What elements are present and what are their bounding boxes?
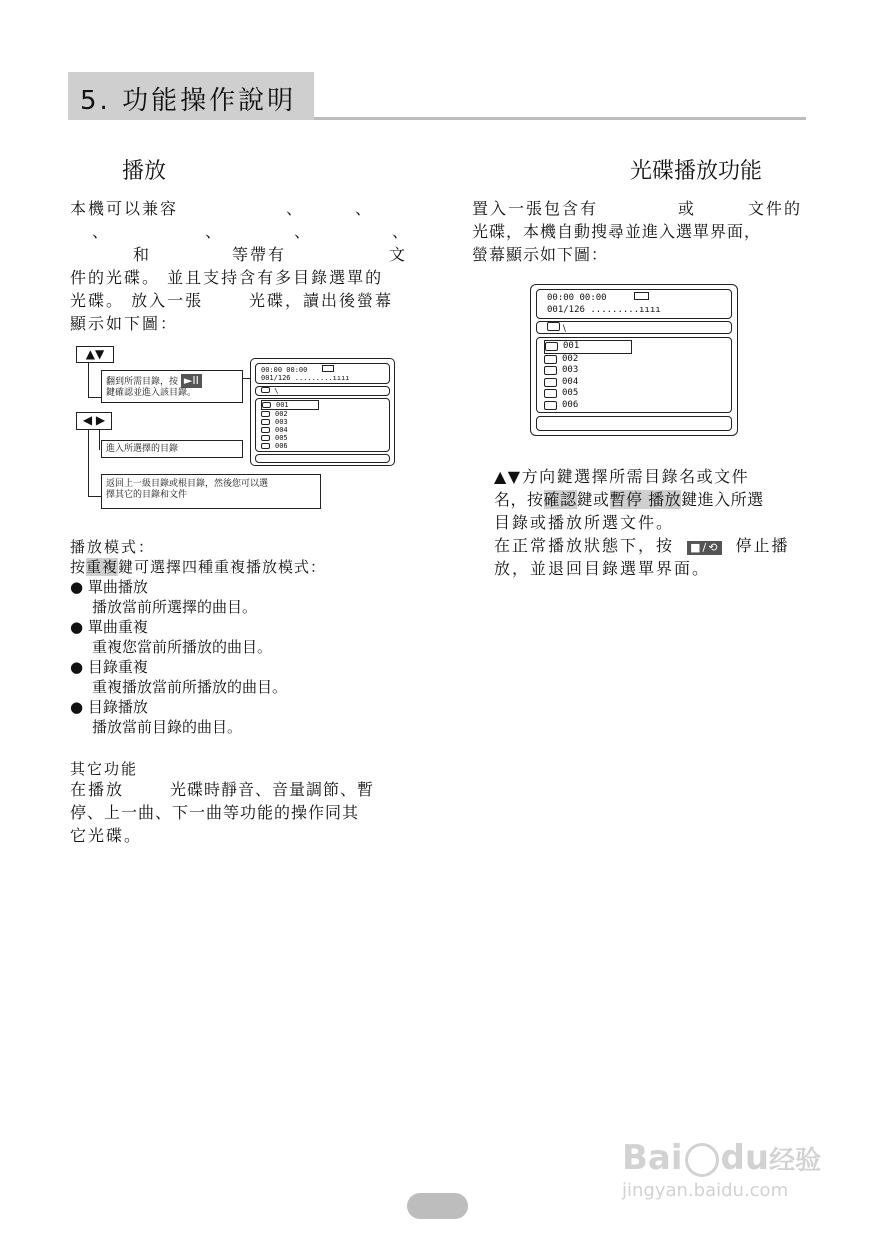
screen-folder-list — [255, 398, 390, 452]
mode-item: ● 目錄重複 — [70, 658, 148, 676]
folder-icon — [544, 355, 557, 364]
mode-desc: 重複您當前所播放的曲目。 — [92, 638, 273, 656]
screen-preview-small — [250, 358, 395, 466]
screen-time: 00:00 00:00 — [261, 365, 384, 374]
folder-item: 005 — [544, 388, 724, 400]
back-desc-2: 擇其它的目錄和文件 — [106, 490, 188, 500]
screen-status-bar — [255, 363, 390, 384]
other-title: 其它功能 — [70, 760, 139, 778]
folder-item: 003 — [544, 365, 724, 377]
intro-line-5a: 光碟。 放入一張 — [70, 291, 204, 310]
confirm-key: 確認 — [543, 490, 577, 509]
nav-line-3: 目錄或播放所選文件。 — [494, 513, 675, 532]
intro-and: 和 — [133, 245, 152, 264]
folder-icon — [544, 389, 557, 398]
intro-wen: 文 — [389, 245, 408, 264]
mode-item: ● 目錄播放 — [70, 698, 148, 716]
screen-footer-bar — [536, 416, 732, 431]
mode-desc: 重複播放當前所播放的曲目。 — [92, 678, 288, 696]
folder-item: 004 — [544, 377, 724, 389]
connector-line — [243, 378, 250, 379]
right-intro-1b: 或 — [678, 199, 697, 218]
folder-icon — [544, 366, 557, 375]
intro-line-6: 顯示如下圖： — [70, 314, 179, 333]
updown-key: ▲▼ — [76, 346, 114, 363]
right-intro-1c: 文件的 — [748, 199, 803, 218]
intro-with: 等帶有 — [232, 245, 287, 264]
connector-line — [88, 430, 89, 496]
right-heading: 光碟播放功能 — [630, 159, 763, 184]
intro-line-4: 件的光碟。 並且支持含有多目錄選單的 — [70, 268, 384, 287]
other-line-1b: 光碟時靜音、音量調節、暫 — [170, 780, 375, 799]
folder-item: 006 — [544, 400, 724, 412]
updown-desc-2: 鍵確認並進入該目錄。 — [106, 388, 197, 398]
other-line-1a: 在播放 — [70, 780, 125, 799]
folder-icon — [261, 435, 270, 441]
enter-desc-box — [101, 440, 243, 458]
folder-item-selected: 001 — [544, 340, 632, 354]
back-desc-1: 返回上一級目錄或根目錄，然後您可以選 — [106, 479, 269, 489]
intro-sep: 、 — [392, 222, 411, 241]
play-pause-key-icon: ►II — [181, 374, 202, 388]
folder-item: 005 — [261, 434, 384, 442]
intro-line-1: 本機可以兼容 — [70, 199, 179, 218]
screen-preview — [530, 284, 738, 436]
folder-icon — [261, 387, 270, 393]
folder-item: 002 — [261, 410, 384, 418]
intro-sep: 、 — [205, 222, 224, 241]
folder-item: 003 — [261, 418, 384, 426]
screen-path-bar: \ — [255, 386, 390, 396]
folder-icon — [262, 402, 271, 408]
stop-return-key-icon: ■/⟲ — [687, 541, 722, 555]
screen-folder-list — [536, 337, 732, 413]
intro-sep: 、 — [294, 222, 313, 241]
folder-item: 006 — [261, 442, 384, 450]
left-heading: 播放 — [122, 159, 167, 184]
other-line-2: 停、上一曲、下一曲等功能的操作同其 — [70, 803, 360, 822]
enter-desc: 進入所選擇的目錄 — [106, 444, 179, 454]
stop-line-1: 在正常播放狀態下，按 ■/⟲ 停止播 — [494, 536, 790, 555]
folder-item: 002 — [544, 354, 724, 366]
folder-icon — [261, 411, 270, 417]
screen-track: 001/126 .........ıııı — [547, 305, 661, 315]
battery-icon — [634, 292, 649, 300]
screen-path-bar: \ — [536, 321, 732, 334]
intro-sep: 、 — [286, 199, 305, 218]
connector-line — [99, 430, 100, 450]
play-mode-desc: 按重複鍵可選擇四種重複播放模式： — [70, 558, 327, 576]
updown-desc: 翻到所需目錄，按 — [106, 377, 179, 387]
nav-line-2: 名，按確認鍵或暫停 播放鍵進入所選 — [494, 490, 764, 509]
play-mode-list — [70, 577, 287, 737]
page-number-pill — [407, 1193, 468, 1219]
section-title: 5. 功能操作說明 — [80, 86, 297, 116]
intro-sep: 、 — [92, 222, 111, 241]
watermark-url: jingyan.baidu.com — [622, 1180, 789, 1201]
updown-desc-box — [101, 370, 243, 403]
folder-icon — [544, 401, 557, 410]
folder-icon — [261, 443, 270, 449]
connector-line — [88, 363, 89, 397]
screen-footer-bar — [255, 454, 390, 463]
header-rule — [314, 117, 806, 120]
mode-desc: 播放當前目錄的曲目。 — [92, 718, 243, 736]
right-intro-2: 光碟，本機自動搜尋並進入選單界面， — [472, 222, 762, 241]
connector-line — [88, 397, 101, 398]
folder-icon — [261, 419, 270, 425]
play-mode-title: 播放模式： — [70, 538, 156, 556]
mode-item: ● 單曲重複 — [70, 618, 148, 636]
screen-time: 00:00 00:00 — [547, 292, 721, 304]
connector-line — [88, 496, 101, 497]
folder-icon — [547, 322, 560, 331]
repeat-key: 重複 — [86, 558, 119, 576]
stop-line-2: 放，並退回目錄選單界面。 — [494, 559, 711, 578]
watermark-logo: Bai du经验 — [622, 1138, 822, 1178]
folder-item: 004 — [261, 426, 384, 434]
folder-icon — [545, 342, 558, 351]
right-intro-3: 螢幕顯示如下圖： — [472, 245, 609, 264]
folder-icon — [544, 378, 557, 387]
nav-line-1: ▲▼方向鍵選擇所需目錄名或文件 — [494, 467, 750, 486]
intro-line-5b: 光碟，讀出後螢幕 — [249, 291, 394, 310]
other-line-3: 它光碟。 — [70, 826, 143, 845]
mode-desc: 播放當前所選擇的曲目。 — [92, 598, 258, 616]
battery-icon — [322, 365, 334, 372]
mode-item: ● 單曲播放 — [70, 578, 148, 596]
pause-play-key: 暫停 播放 — [609, 490, 682, 509]
folder-item-selected: 001 — [261, 400, 319, 410]
leftright-key: ◀ ▶ — [76, 412, 112, 430]
screen-status-bar — [536, 289, 732, 319]
folder-icon — [261, 427, 270, 433]
screen-track: 001/126 .........ıııı — [261, 374, 350, 382]
right-intro-1a: 置入一張包含有 — [472, 199, 599, 218]
intro-sep: 、 — [355, 199, 374, 218]
back-desc-box — [101, 474, 321, 509]
paw-icon — [685, 1143, 719, 1177]
